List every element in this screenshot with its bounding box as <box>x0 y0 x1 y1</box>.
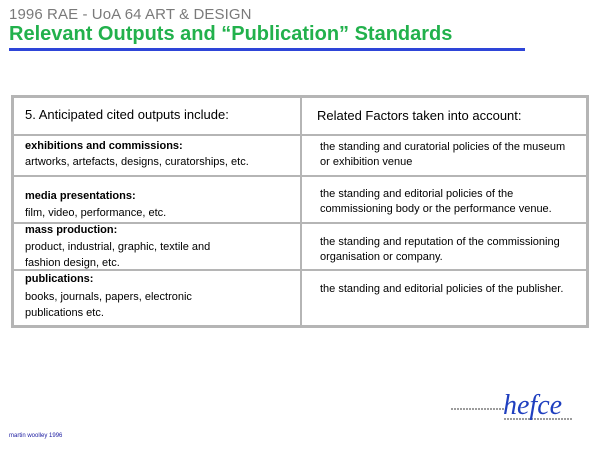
output-heading: mass production: <box>25 224 118 236</box>
output-heading: media presentations: <box>25 190 136 202</box>
related-factor: the standing and reputation of the commissioning organisation or company. <box>320 236 560 263</box>
slide-title: Relevant Outputs and “Publication” Standards <box>9 23 453 45</box>
logo-wordmark: hefce <box>503 390 563 421</box>
hefce-logo-icon <box>448 384 576 432</box>
hefce-logo-graphic <box>448 384 576 432</box>
right-column-header: Related Factors taken into account: <box>317 108 522 123</box>
related-factor: the standing and curatorial policies of the museum or exhibition venue <box>320 141 566 168</box>
output-description: film, video, performance, etc. <box>25 207 167 219</box>
row-divider <box>14 175 586 177</box>
outputs-table-body <box>14 98 586 325</box>
left-column-header: 5. Anticipated cited outputs include: <box>25 107 229 122</box>
title-underline-rule <box>9 48 525 51</box>
header-divider <box>14 134 586 136</box>
output-heading: publications: <box>25 273 94 285</box>
related-factor: the standing and editorial policies of the commissioning body or the performance venue. <box>320 188 552 215</box>
outputs-table <box>11 95 589 328</box>
output-description: artworks, artefacts, designs, curatorships, etc. <box>25 156 249 168</box>
slide-subtitle: 1996 RAE - UoA 64 ART & DESIGN <box>9 6 252 23</box>
column-divider <box>300 98 302 325</box>
related-factor: the standing and editorial policies of the publisher. <box>320 283 564 295</box>
output-description: books, journals, papers, electronic publications etc. <box>25 291 192 319</box>
output-description: product, industrial, graphic, textile and fashion design, etc. <box>25 241 211 269</box>
output-heading: exhibitions and commissions: <box>25 140 183 152</box>
author-credit: martin woolley 1996 <box>9 433 63 439</box>
